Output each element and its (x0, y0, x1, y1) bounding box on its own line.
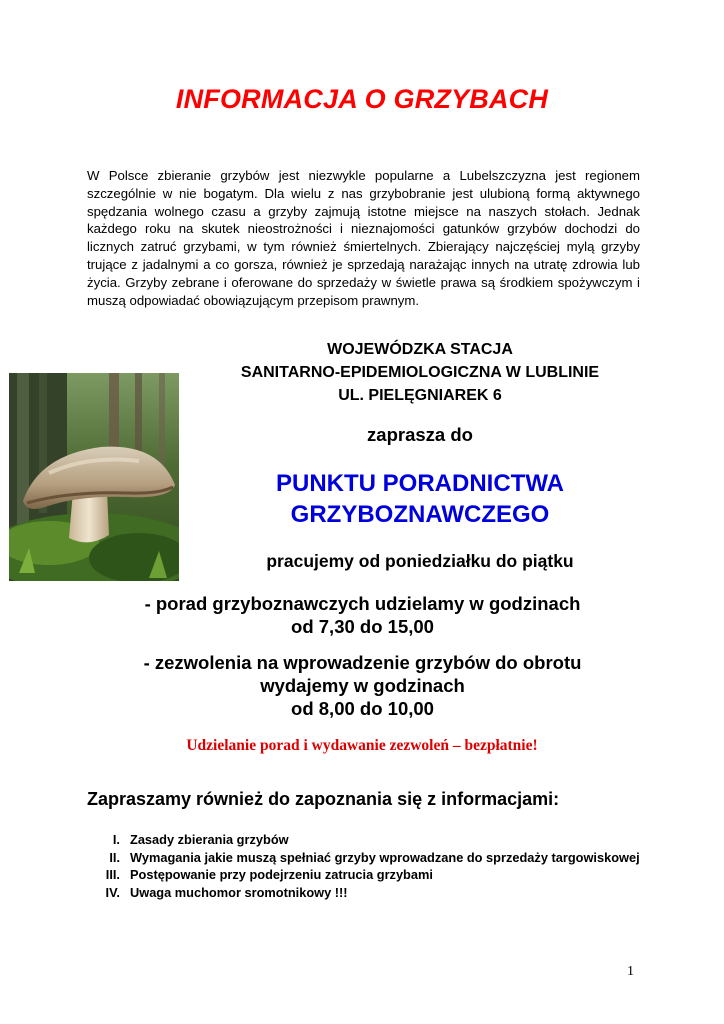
list-item (87, 884, 647, 902)
list-item (87, 849, 647, 867)
station-address (185, 338, 655, 407)
advice-hours-line1: - porad grzyboznawczych udzielamy w godzinach (144, 593, 581, 614)
advice-hours (130, 592, 595, 638)
list-item-number: IV. (105, 884, 120, 900)
permit-hours-line1: - zezwolenia na wprowadzenie grzybów do obrotu (143, 652, 582, 673)
intro-paragraph: W Polsce zbieranie grzybów jest niezwykle popularne a Lubelszczyzna jest regionem szczególnie w nie bogatym. Dla wielu z nas grzybobranie jest ulubioną formą aktywnego spędzania wolnego czasu a grzyby zajmują istotne miejsce na naszych stołach. Jednak każdego roku na skutek nieostrożności i nieznajomości gatunków grzybów dochodzi do licznych zatruć grzybami, w tym również śmiertelnych. Zbierający najczęściej mylą grzyby trujące z jadalnymi a co gorsza, również je sprzedają narażając innych na utratę zdrowia lub życia. Grzyby zebrane i oferowane do sprzedaży w świetle prawa są środkiem spożywczym i muszą odpowiadać obowiązującym przepisom prawnym. (87, 168, 640, 308)
list-item-text: Wymagania jakie muszą spełniać grzyby wprowadzane do sprzedaży targowiskowej (130, 849, 640, 865)
free-notice: Udzielanie porad i wydawanie zezwoleń – bezpłatnie! (186, 737, 538, 754)
list-item-number: I. (112, 832, 120, 847)
punkt-line2: GRZYBOZNAWCZEGO (290, 501, 550, 528)
station-name-line1: WOJEWÓDZKA STACJA (327, 341, 513, 358)
punkt-heading (185, 468, 655, 530)
advice-hours-line2: od 7,30 do 15,00 (291, 616, 434, 637)
also-heading: Zapraszamy również do zapoznania się z informacjami: (87, 789, 560, 809)
list-item-number: II. (109, 849, 120, 865)
list-item (87, 831, 647, 849)
permit-hours-line3: od 8,00 do 10,00 (291, 698, 434, 719)
working-days: pracujemy od poniedziałku do piątku (266, 551, 574, 571)
mushroom-photo (9, 373, 179, 581)
list-item-number: III. (105, 867, 120, 882)
station-name-line2: SANITARNO-EPIDEMIOLOGICZNA W LUBLINIE (240, 364, 600, 381)
station-street: UL. PIELĘGNIAREK 6 (338, 387, 502, 404)
list-item-text: Zasady zbierania grzybów (130, 832, 289, 847)
list-item (87, 866, 647, 884)
invite-text: zaprasza do (367, 424, 473, 445)
list-item-text: Uwaga muchomor sromotnikowy !!! (130, 884, 348, 900)
page-number: 1 (627, 964, 634, 979)
page-title: INFORMACJA O GRZYBACH (175, 84, 549, 114)
permit-hours (130, 651, 595, 720)
permit-hours-line2: wydajemy w godzinach (260, 675, 465, 696)
topic-list (87, 831, 647, 901)
punkt-line1: PUNKTU PORADNICTWA (276, 470, 564, 497)
list-item-text: Postępowanie przy podejrzeniu zatrucia grzybami (130, 867, 433, 882)
